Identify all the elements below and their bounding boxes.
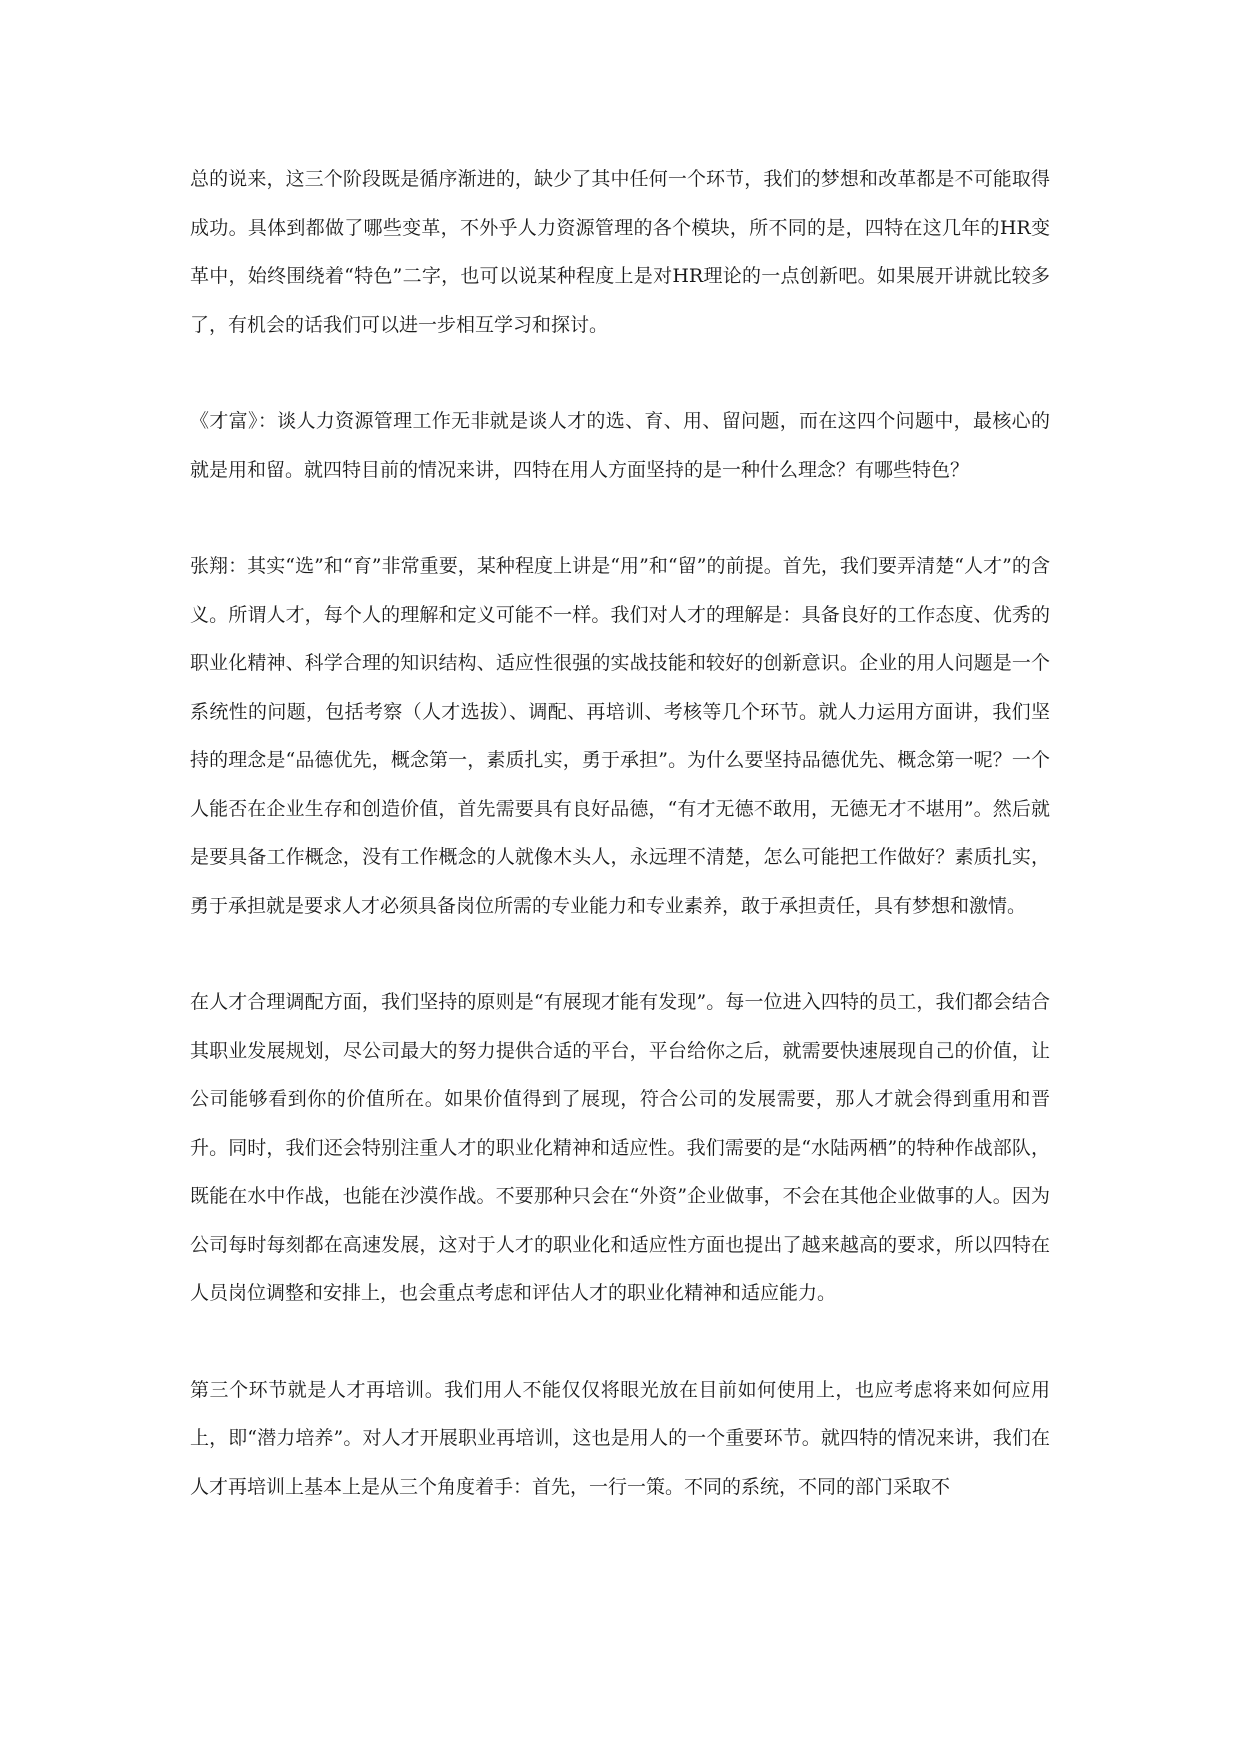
paragraph-talent-allocation: 在人才合理调配方面，我们坚持的原则是“有展现才能有发现”。每一位进入四特的员工，我们都会结合其职业发展规划，尽公司最大的努力提供合适的平台，平台给你之后，就需要快速展现自己的价值，让公司能够看到你的价值所在。如果价值得到了展现，符合公司的发展需要，那人才就会得到重用和晋升。同时，我们还会特别注重人才的职业化精神和适应性。我们需要的是“水陆两栖”的特种作战部队，既能在水中作战，也能在沙漠作战。不要那种只会在“外资”企业做事，不会在其他企业做事的人。因为公司每时每刻都在高速发展，这对于人才的职业化和适应性方面也提出了越来越高的要求，所以四特在人员岗位调整和安排上，也会重点考虑和评估人才的职业化精神和适应能力。 (190, 991, 1050, 1304)
paragraph-interview-question: 《才富》：谈人力资源管理工作无非就是谈人才的选、育、用、留问题，而在这四个问题中，最核心的就是用和留。就四特目前的情况来讲，四特在用人方面坚持的是一种什么理念？有哪些特色？ (190, 410, 1050, 481)
paragraph-retraining: 第三个环节就是人才再培训。我们用人不能仅仅将眼光放在目前如何使用上，也应考虑将来如何应用上，即“潜力培养”。对人才开展职业再培训，这也是用人的一个重要环节。就四特的情况来讲，我们在人才再培训上基本上是从三个角度着手：首先，一行一策。不同的系统，不同的部门采取不 (190, 1378, 1050, 1498)
paragraph-answer-talent-philosophy: 张翔：其实“选”和“育”非常重要，某种程度上讲是“用”和“留”的前提。首先，我们要弄清楚“人才”的含义。所谓人才，每个人的理解和定义可能不一样。我们对人才的理解是：具备良好的工作态度、优秀的职业化精神、科学合理的知识结构、适应性很强的实战技能和较好的创新意识。企业的用人问题是一个系统性的问题，包括考察（人才选拔）、调配、再培训、考核等几个环节。就人力运用方面讲，我们坚持的理念是“品德优先，概念第一，素质扎实，勇于承担”。为什么要坚持品德优先、概念第一呢？一个人能否在企业生存和创造价值，首先需要具有良好品德，“有才无德不敢用，无德无才不堪用”。然后就是要具备工作概念，没有工作概念的人就像木头人，永远理不清楚，怎么可能把工作做好？素质扎实，勇于承担就是要求人才必须具备岗位所需的专业能力和专业素养，敢于承担责任，具有梦想和激情。 (190, 555, 1050, 917)
document-body (190, 155, 1050, 1511)
paragraph-summary: 总的说来，这三个阶段既是循序渐进的，缺少了其中任何一个环节，我们的梦想和改革都是不可能取得成功。具体到都做了哪些变革，不外乎人力资源管理的各个模块，所不同的是，四特在这几年的HR变革中，始终围绕着“特色”二字，也可以说某种程度上是对HR理论的一点创新吧。如果展开讲就比较多了，有机会的话我们可以进一步相互学习和探讨。 (190, 168, 1050, 336)
